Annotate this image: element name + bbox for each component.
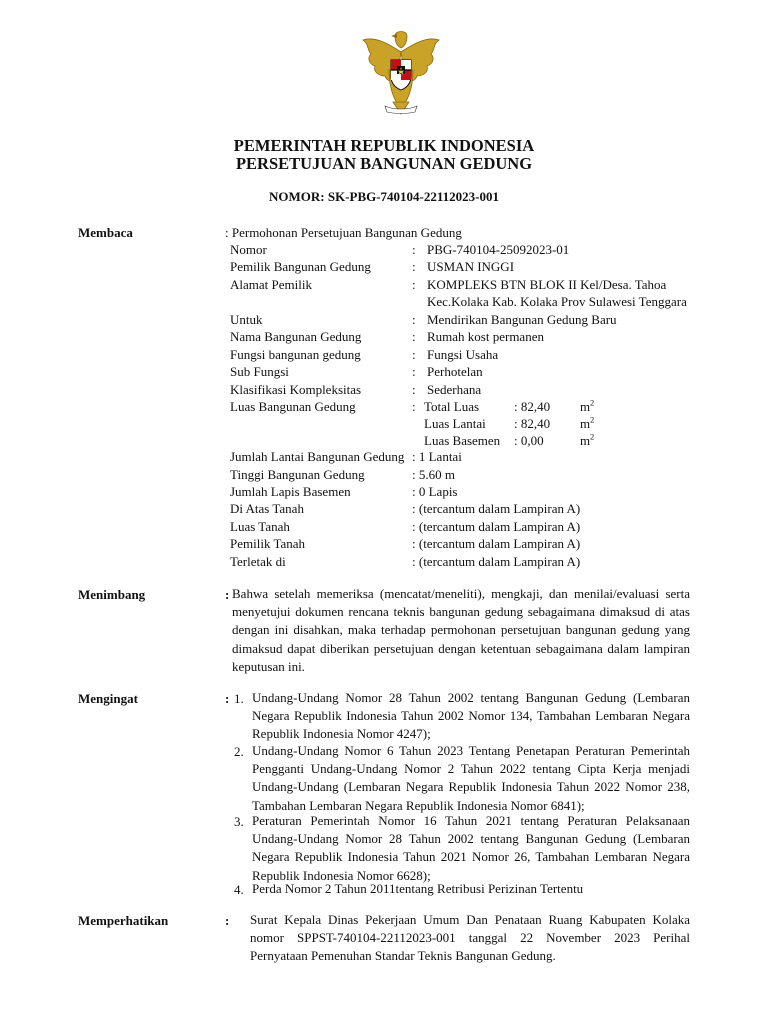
section-label-membaca: Membaca — [78, 225, 133, 240]
section-label-menimbang: Menimbang — [78, 587, 146, 602]
membaca-key: Jumlah Lapis Basemen — [230, 484, 351, 499]
membaca-key: Pemilik Bangunan Gedung — [230, 259, 371, 274]
mengingat-item-text: Undang-Undang Nomor 28 Tahun 2002 tentang Bangunan Gedung (Lembaran Negara Republik Indonesia Tahun 2002 Nomor 134, Tambahan Lembaran Negara Republik Indonesia Nomor 4247); — [252, 690, 690, 742]
membaca-key: Tinggi Bangunan Gedung — [230, 467, 365, 482]
luas-value: : 0,00 — [514, 433, 544, 448]
section-label-memperhatikan: Memperhatikan — [78, 913, 169, 928]
mengingat-item-number: 4. — [234, 882, 244, 897]
mengingat-item-text: Undang-Undang Nomor 6 Tahun 2023 Tentang Penetapan Peraturan Pemerintah Pengganti Undang-Undang Nomor 2 Tahun 2022 tentang Cipta Kerja menjadi Undang-Undang (Lembaran Negara Republik Indonesia Tahun 2022 Nomor 238, Tambahan Lembaran Negara Republik Indonesia Nomor 6841); — [252, 743, 690, 813]
membaca-value: PBG-740104-25092023-01 — [427, 242, 570, 257]
membaca-value: : 0 Lapis — [412, 484, 458, 499]
luas-value: : 82,40 — [514, 399, 551, 414]
membaca-key: Nama Bangunan Gedung — [230, 329, 362, 344]
membaca-sep: : — [412, 399, 416, 414]
membaca-value: Sederhana — [427, 382, 482, 397]
government-title: PEMERINTAH REPUBLIK INDONESIA — [233, 136, 535, 155]
luas-unit — [580, 398, 594, 415]
membaca-value: Fungsi Usaha — [427, 347, 499, 362]
mengingat-item-text: Peraturan Pemerintah Nomor 16 Tahun 2021 tentang Peraturan Pelaksanaan Undang-Undang Nomor 28 Tahun 2002 tentang Bangunan Gedung (Lembaran Negara Republik Indonesia Tahun 2021 Nomor 26, Tambahan Lembaran Negara Republik Indonesia Nomor 6628); — [252, 813, 690, 883]
membaca-sep: : — [412, 329, 416, 344]
membaca-value-cont: Kec.Kolaka Kab. Kolaka Prov Sulawesi Tenggara — [427, 294, 687, 309]
document-number: NOMOR: SK-PBG-740104-22112023-001 — [268, 189, 499, 204]
unit-superscript: 2 — [590, 415, 595, 425]
unit-m: m — [580, 433, 591, 448]
menimbang-colon: : — [225, 587, 230, 602]
unit-m: m — [580, 399, 591, 414]
membaca-value: Rumah kost permanen — [427, 329, 544, 344]
membaca-value: : (tercantum dalam Lampiran A) — [412, 536, 581, 551]
unit-m: m — [580, 416, 591, 431]
membaca-value: : 1 Lantai — [412, 449, 462, 464]
menimbang-text: Bahwa setelah memeriksa (mencatat/meneliti), mengkaji, dan menilai/evaluasi serta menyetujui dokumen rencana teknis bangunan gedung sebagaimana dimaksud di atas dengan ini disahkan, maka terhadap permohonan persetujuan bangunan gedung yang dimaksud dapat diberikan persetujuan dengan ketentuan sebagaimana dalam lampiran keputusan ini. — [232, 586, 690, 674]
membaca-intro: : Permohonan Persetujuan Bangunan Gedung — [225, 225, 462, 240]
membaca-value: : 5.60 m — [412, 467, 455, 482]
memperhatikan-text: Surat Kepala Dinas Pekerjaan Umum Dan Penataan Ruang Kabupaten Kolaka nomor SPPST-740104-22112023-001 tanggal 22 November 2023 Perihal Pernyataan Pemenuhan Standar Teknis Bangunan Gedung. — [250, 912, 690, 964]
mengingat-item-number: 1. — [234, 691, 244, 706]
membaca-key: Sub Fungsi — [230, 364, 289, 379]
memperhatikan-colon: : — [225, 913, 230, 928]
luas-name: Total Luas — [424, 399, 480, 414]
membaca-key: Pemilik Tanah — [230, 536, 306, 551]
membaca-sep: : — [412, 259, 416, 274]
membaca-key: Klasifikasi Kompleksitas — [230, 382, 362, 397]
membaca-sep: : — [412, 242, 416, 257]
membaca-key: Fungsi bangunan gedung — [230, 347, 361, 362]
membaca-value: KOMPLEKS BTN BLOK II Kel/Desa. Tahoa — [427, 277, 667, 292]
mengingat-item-text: Perda Nomor 2 Tahun 2011tentang Retribusi Perizinan Tertentu — [252, 881, 584, 896]
membaca-sep: : — [412, 347, 416, 362]
membaca-value: : (tercantum dalam Lampiran A) — [412, 519, 581, 534]
membaca-key: Jumlah Lantai Bangunan Gedung — [230, 449, 405, 464]
membaca-key: Luas Tanah — [230, 519, 290, 534]
luas-name: Luas Basemen — [424, 433, 501, 448]
membaca-key: Nomor — [230, 242, 267, 257]
luas-unit — [580, 415, 594, 432]
membaca-value: : (tercantum dalam Lampiran A) — [412, 554, 581, 569]
membaca-sep: : — [412, 312, 416, 327]
membaca-sep: : — [412, 382, 416, 397]
mengingat-item-number: 2. — [234, 744, 244, 759]
membaca-key: Terletak di — [230, 554, 286, 569]
membaca-value: USMAN INGGI — [427, 259, 515, 274]
membaca-sep: : — [412, 277, 416, 292]
luas-value: : 82,40 — [514, 416, 551, 431]
membaca-key: Luas Bangunan Gedung — [230, 399, 356, 414]
luas-name: Luas Lantai — [424, 416, 486, 431]
unit-superscript: 2 — [590, 398, 595, 408]
membaca-key: Di Atas Tanah — [230, 501, 304, 516]
garuda-emblem — [361, 30, 441, 116]
luas-unit — [580, 432, 594, 449]
mengingat-colon: : — [225, 691, 230, 706]
membaca-value: Perhotelan — [427, 364, 483, 379]
membaca-value: : (tercantum dalam Lampiran A) — [412, 501, 581, 516]
membaca-sep: : — [412, 364, 416, 379]
membaca-value: Mendirikan Bangunan Gedung Baru — [427, 312, 617, 327]
membaca-key: Alamat Pemilik — [230, 277, 312, 292]
mengingat-item-number: 3. — [234, 814, 244, 829]
section-label-mengingat: Mengingat — [78, 691, 138, 706]
document-title: PERSETUJUAN BANGUNAN GEDUNG — [235, 154, 533, 173]
unit-superscript: 2 — [590, 432, 595, 442]
membaca-key: Untuk — [230, 312, 263, 327]
